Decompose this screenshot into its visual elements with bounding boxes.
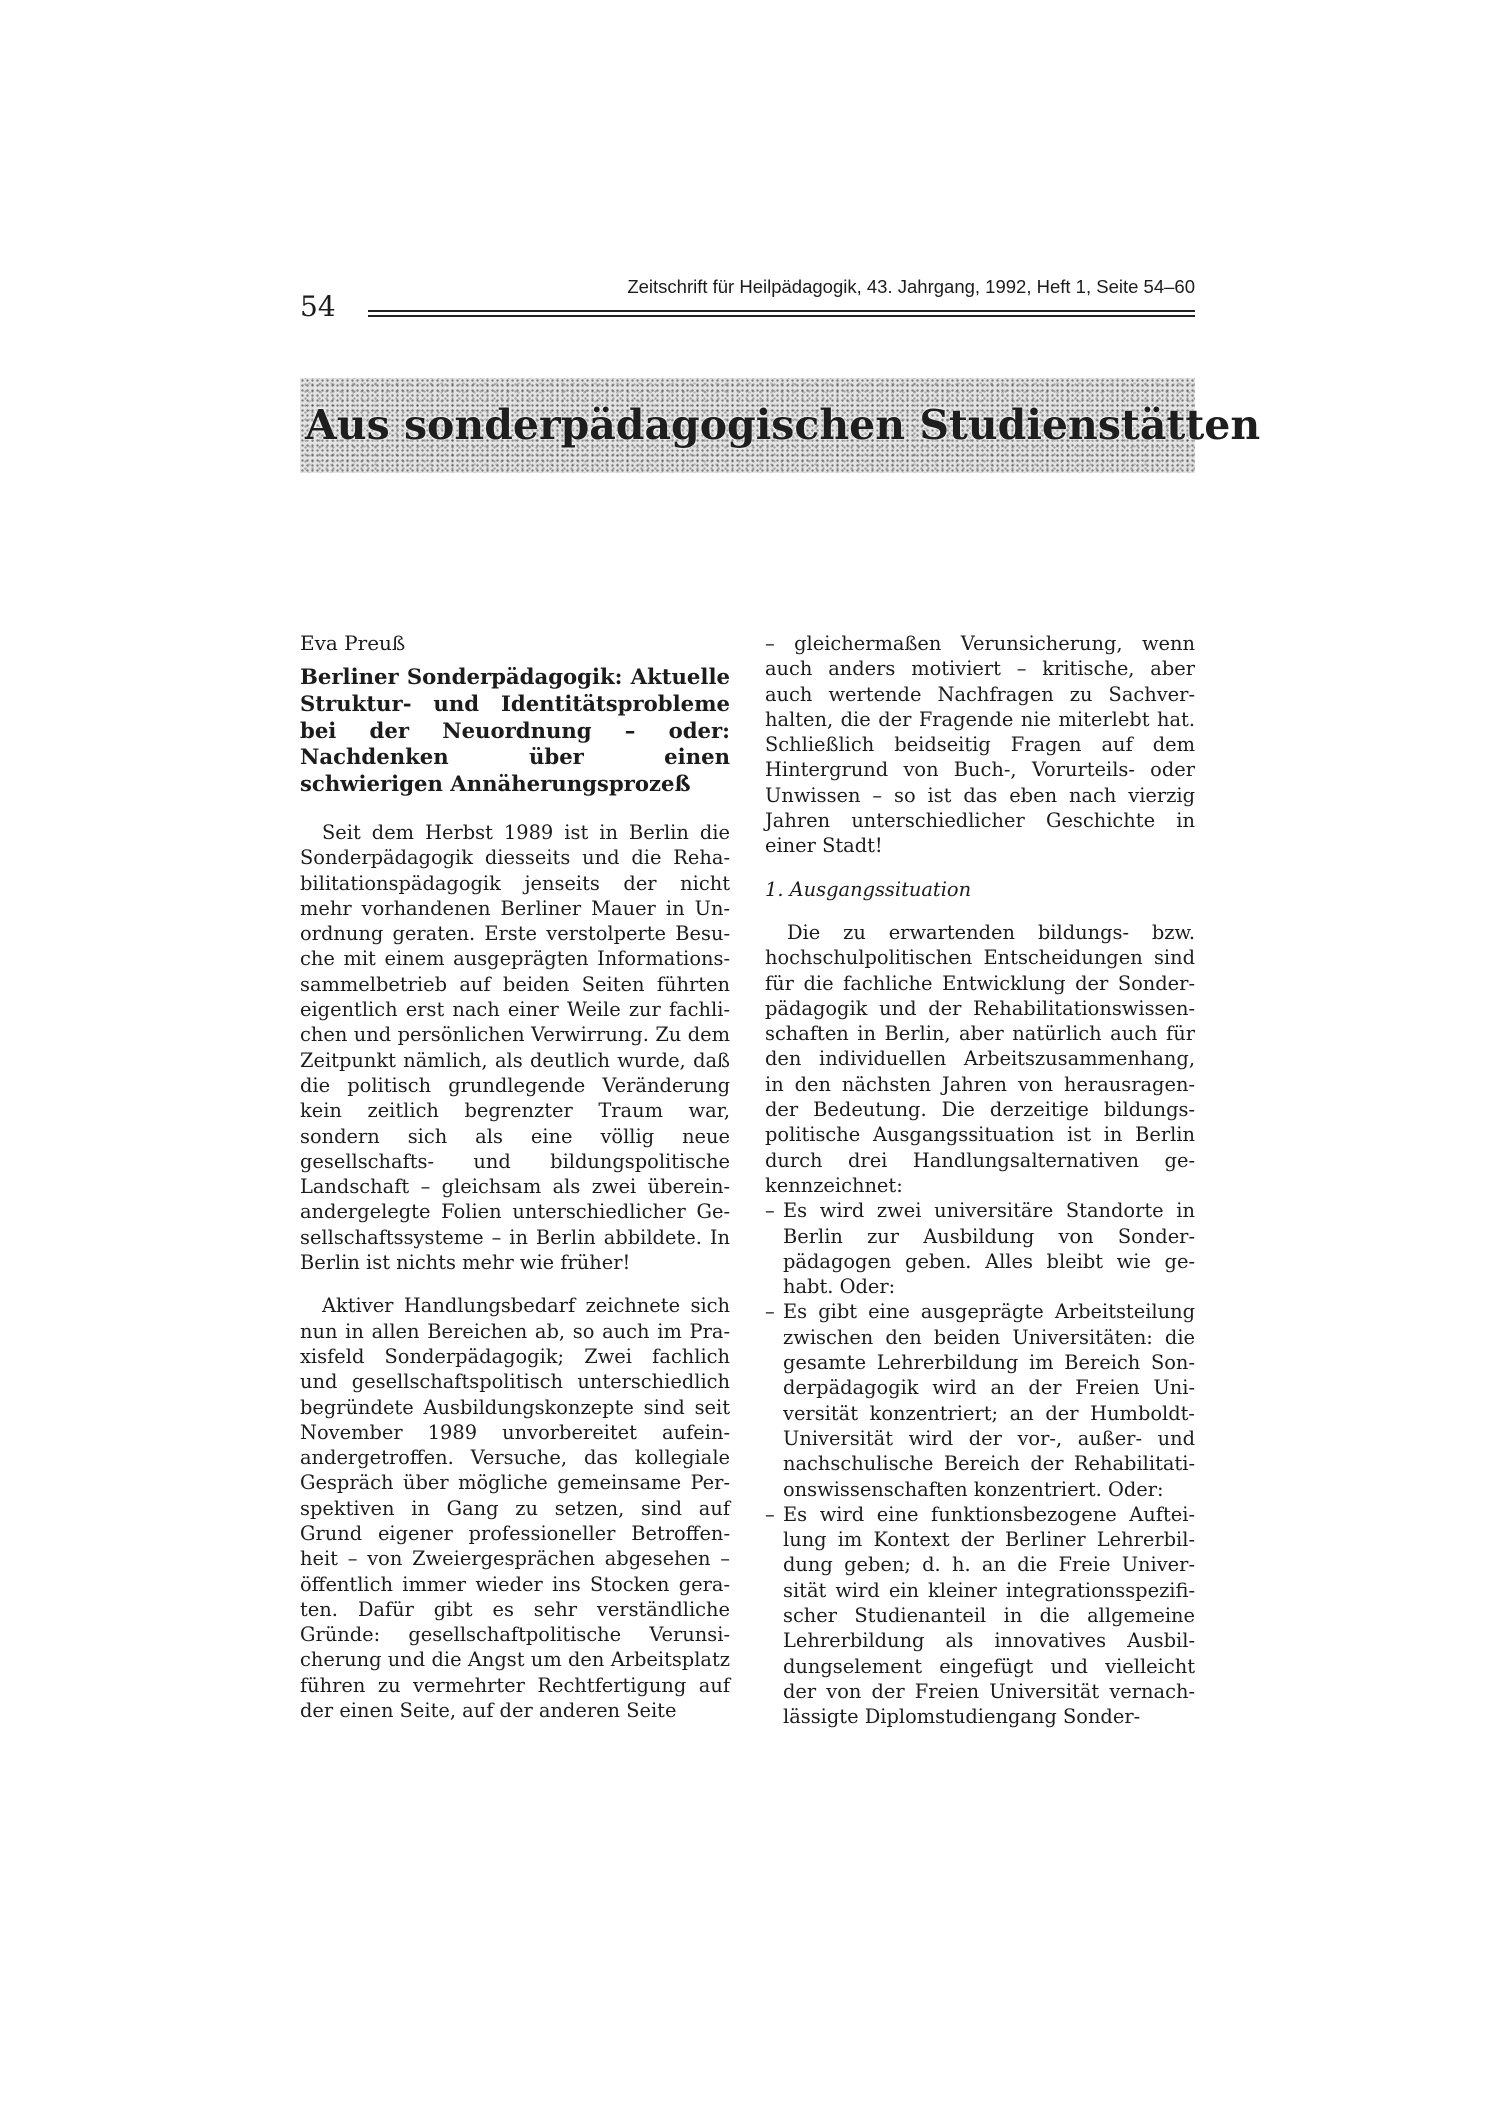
right-column xyxy=(765,631,1195,1729)
dash-bullet: – xyxy=(765,1502,775,1526)
list-item xyxy=(765,1299,1195,1501)
section-banner-title: Aus sonderpädagogischen Studienstätten xyxy=(305,401,1261,449)
body-paragraph: Die zu erwartenden bildungs- bzw. hochschulpolitischen Entscheidungen sind für die fachliche Entwicklung der Sonderpädagogik und der Rehabilitationswissenschaften in Berlin, aber natürlich auch für den individuellen Arbeitszusammenhang, in den nächsten Jahren von herausragender Bedeutung. Die derzeitige bildungspolitische Ausgangssituation ist in Berlin durch drei Handlungsalternativen gekennzeichnet: xyxy=(765,920,1195,1197)
body-paragraph: Aktiver Handlungsbedarf zeichnete sich nun in allen Bereichen ab, so auch im Praxisfeld Sonderpädagogik; Zwei fachlich und gesellschaftspolitisch unterschiedlich begründete Ausbildungskonzepte sind seit November 1989 unvorbereitet aufeinandergetroffen. Versuche, das kollegiale Gespräch über mögliche gemeinsame Perspektiven in Gang zu setzen, sind auf Grund eigener professioneller Betroffenheit – von Zweiergesprächen abgesehen – öffentlich immer wieder ins Stocken geraten. Dafür gibt es sehr verständliche Gründe: gesellschaftpolitische Verunsicherung und die Angst um den Arbeitsplatz führen zu vermehrter Rechtfertigung auf der einen Seite, auf der anderen Seite xyxy=(300,1294,730,1723)
list-item xyxy=(765,1198,1195,1299)
article-title: Berliner Sonderpädagogik: Aktuelle Struktur- und Identitätsprobleme bei der Neuordnung – oder: Nachdenken über einen schwierigen Annäherungsprozeß xyxy=(300,664,730,797)
list-item-text: Es wird zwei universitäre Standorte in Berlin zur Ausbildung von Sonderpädagogen geben. Alles bleibt wie gehabt. Oder: xyxy=(783,1199,1195,1299)
header-rule-double xyxy=(368,315,1195,317)
header-rule xyxy=(368,310,1195,312)
list-item xyxy=(765,1502,1195,1730)
left-column xyxy=(300,630,730,1723)
author-name: Eva Preuß xyxy=(300,631,406,655)
body-paragraph-continued: – gleichermaßen Verunsicherung, wenn auch anders motiviert – kritische, aber auch wertende Nachfragen zu Sachverhalten, die der Fragende nie miterlebt hat. Schließlich beidseitig Fragen auf dem Hintergrund von Buch-, Vorurteils- oder Unwissen – so ist das eben nach vierzig Jahren unterschiedlicher Geschichte in einer Stadt! xyxy=(765,632,1195,858)
section-heading: 1. Ausgangssituation xyxy=(765,877,972,901)
body-paragraph: Seit dem Herbst 1989 ist in Berlin die Sonderpädagogik diesseits und die Rehabilitationspädagogik jenseits der nicht mehr vorhandenen Berliner Mauer in Unordnung geraten. Erste verstolperte Besuche mit einem ausgeprägten Informationssammelbetrieb auf beiden Seiten führten eigentlich erst nach einer Weile zur fachlichen und persönlichen Verwirrung. Zu dem Zeitpunkt nämlich, als deutlich wurde, daß die politisch grundlegende Veränderung kein zeitlich begrenzter Traum war, sondern sich als eine völlig neue gesellschafts- und bildungspolitische Landschaft – gleichsam als zwei übereinandergelegte Folien unterschiedlicher Gesellschaftssysteme – in Berlin abbildete. In Berlin ist nichts mehr wie früher! xyxy=(300,820,730,1275)
list-item-text: Es gibt eine ausgeprägte Arbeitsteilung zwischen den beiden Universitäten: die gesamte Lehrerbildung im Bereich Sonderpädagogik wird an der Freien Universität konzentriert; an der Humboldt-Universität wird der vor-, außer- und nachschulische Bereich der Rehabilitationswissenschaften konzentriert. Oder: xyxy=(783,1300,1195,1501)
alternatives-list xyxy=(765,1198,1195,1729)
page-number: 54 xyxy=(300,290,336,323)
dash-bullet: – xyxy=(765,1199,775,1223)
dash-bullet: – xyxy=(765,1300,775,1324)
list-item-text: Es wird eine funktionsbezogene Aufteilung im Kontext der Berliner Lehrerbildung geben; d. h. an die Freie Universität wird ein kleiner integrationsspezifischer Studienanteil in die allgemeine Lehrerbildung als innovatives Ausbildungselement eingefügt und vielleicht der von der Freien Universität vernachlässigte Diplomstudiengang Sonder- xyxy=(783,1502,1195,1729)
journal-citation: Zeitschrift für Heilpädagogik, 43. Jahrgang, 1992, Heft 1, Seite 54–60 xyxy=(627,276,1195,297)
